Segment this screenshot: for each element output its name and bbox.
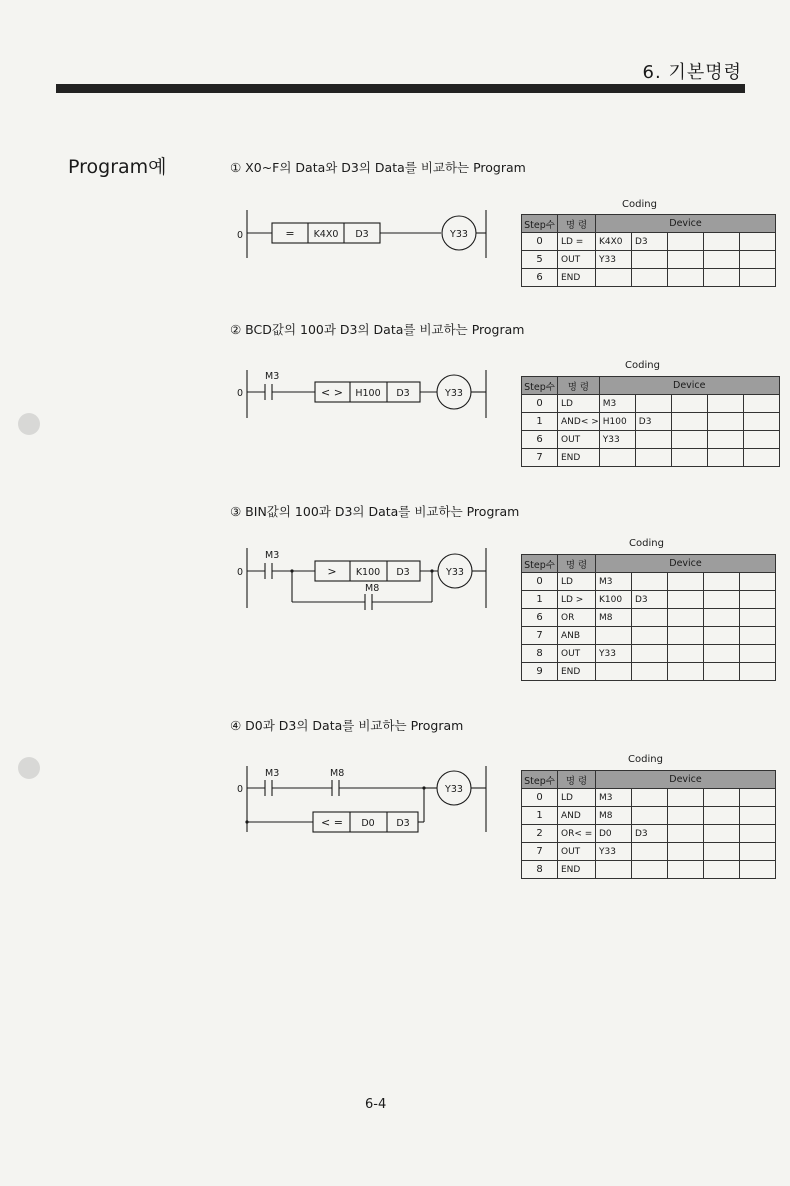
ladder-step-number: 0 (237, 388, 244, 399)
header-step: Step수 (522, 377, 558, 395)
coding-label-4: Coding (628, 754, 663, 765)
header-command: 명 령 (558, 771, 596, 789)
table-row: 0 LD M3 (522, 789, 776, 807)
compare-source: K100 (355, 567, 381, 578)
table-row: 6 OUT Y33 (522, 431, 780, 449)
contact-label: M3 (265, 550, 280, 561)
example-4-ladder (232, 762, 502, 838)
punch-hole-bottom (18, 757, 40, 779)
contact-label: M3 (265, 768, 280, 779)
coil-label: Y33 (445, 784, 463, 795)
example-4-caption: ④ D0과 D3의 Data를 비교하는 Program (230, 718, 464, 733)
table-row: 6 END (522, 269, 776, 287)
table-row: 1 LD > K100 D3 (522, 591, 776, 609)
table-row: 2 OR< = D0 D3 (522, 825, 776, 843)
table-header-row (522, 555, 776, 573)
table-header-row (522, 377, 780, 395)
contact2-label: M8 (330, 768, 345, 779)
coil-label: Y33 (450, 229, 468, 240)
header-step: Step수 (522, 555, 558, 573)
table-row: 7 ANB (522, 627, 776, 645)
header-command: 명 령 (558, 215, 596, 233)
coding-table-2 (521, 376, 780, 467)
coding-table-3 (521, 554, 776, 681)
section-title: Program예 (68, 156, 167, 178)
header-step: Step수 (522, 771, 558, 789)
header-device: Device (596, 555, 776, 573)
contact-label: M3 (265, 371, 280, 382)
table-row: 5 OUT Y33 (522, 251, 776, 269)
header-device: Device (596, 215, 776, 233)
example-2-caption: ② BCD값의 100과 D3의 Data를 비교하는 Program (230, 322, 525, 337)
coding-table-4 (521, 770, 776, 879)
compare-operator: = (285, 227, 295, 240)
example-3-caption: ③ BIN값의 100과 D3의 Data를 비교하는 Program (230, 504, 520, 519)
table-row: 9 END (522, 663, 776, 681)
table-row: 0 LD M3 (522, 573, 776, 591)
table-row: 0 LD M3 (522, 395, 780, 413)
table-header-row (522, 215, 776, 233)
ladder-step-number: 0 (237, 567, 244, 578)
parallel-contact-label: M8 (365, 583, 380, 594)
compare-source: H100 (355, 388, 381, 399)
compare-destination: D3 (396, 818, 410, 829)
ladder-step-number: 0 (237, 230, 244, 241)
example-1-caption: ① X0~F의 Data와 D3의 Data를 비교하는 Program (230, 160, 526, 175)
page-number: 6-4 (365, 1097, 387, 1112)
example-2-ladder (232, 366, 502, 422)
table-row: 1 AND M8 (522, 807, 776, 825)
header-step: Step수 (522, 215, 558, 233)
compare-destination: D3 (355, 229, 369, 240)
compare-operator: > (327, 565, 337, 578)
coding-label-1: Coding (622, 199, 657, 210)
compare-operator: < > (321, 386, 343, 399)
example-3-ladder (232, 544, 502, 614)
table-row: 8 END (522, 861, 776, 879)
header-command: 명 령 (558, 377, 600, 395)
table-row: 7 OUT Y33 (522, 843, 776, 861)
compare-destination: D3 (396, 567, 410, 578)
header-device: Device (596, 771, 776, 789)
coil-label: Y33 (445, 388, 463, 399)
compare-source: D0 (361, 818, 375, 829)
table-row: 0 LD = K4X0 D3 (522, 233, 776, 251)
compare-source: K4X0 (313, 229, 339, 240)
compare-destination: D3 (396, 388, 410, 399)
header-command: 명 령 (558, 555, 596, 573)
coil-label: Y33 (446, 567, 464, 578)
coding-label-3: Coding (629, 538, 664, 549)
coding-label-2: Coding (625, 360, 660, 371)
compare-operator: < = (321, 816, 343, 829)
header-device: Device (599, 377, 779, 395)
table-header-row (522, 771, 776, 789)
table-row: 7 END (522, 449, 780, 467)
example-1-ladder (232, 206, 502, 262)
header-bar (56, 84, 745, 93)
ladder-step-number: 0 (237, 784, 244, 795)
coding-table-1 (521, 214, 776, 287)
table-row: 8 OUT Y33 (522, 645, 776, 663)
chapter-title: 6. 기본명령 (642, 62, 742, 83)
table-row: 1 AND< > H100 D3 (522, 413, 780, 431)
punch-hole-top (18, 413, 40, 435)
table-row: 6 OR M8 (522, 609, 776, 627)
